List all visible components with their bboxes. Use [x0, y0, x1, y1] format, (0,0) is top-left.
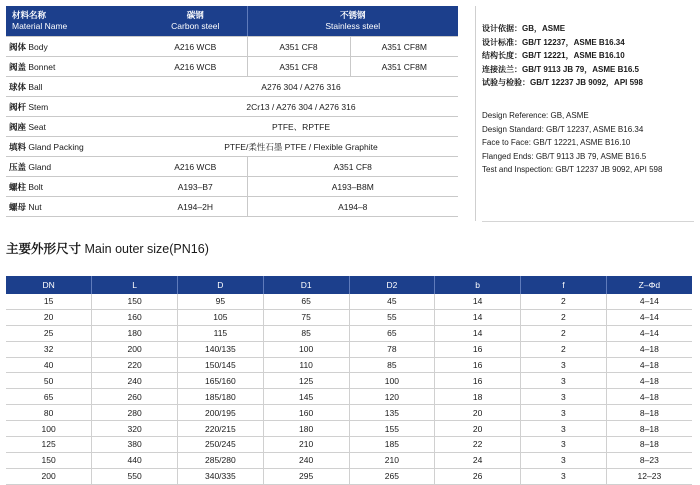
table-row — [6, 421, 692, 437]
table-cell: 20 — [435, 421, 521, 437]
part-name-zh: 阀座 — [9, 121, 27, 132]
table-row — [6, 373, 692, 389]
note-zh-line: 设计标准：GB/T 12237，ASME B16.34 — [482, 37, 625, 47]
table-cell: 50 — [6, 373, 92, 389]
table-cell: 220/215 — [178, 421, 264, 437]
material-name-zh: 材料名称 — [12, 10, 47, 20]
table-cell: 55 — [349, 309, 435, 325]
table-cell: 185 — [349, 437, 435, 453]
table-cell: 180 — [263, 421, 349, 437]
table-cell: 340/335 — [178, 468, 264, 484]
section-title-zh: 主要外形尺寸 — [6, 242, 82, 256]
carbon-steel-en: Carbon steel — [171, 21, 220, 31]
material-name-header — [6, 6, 144, 37]
section-title — [6, 239, 209, 257]
table-cell: 14 — [435, 309, 521, 325]
carbon-steel-cell: A194–2H — [144, 197, 247, 217]
table-cell: 40 — [6, 357, 92, 373]
table-cell: 25 — [6, 325, 92, 341]
carbon-steel-cell: A193–B7 — [144, 177, 247, 197]
column-header: D2 — [349, 276, 435, 294]
table-row — [6, 325, 692, 341]
table-cell: 3 — [521, 389, 607, 405]
table-cell: 95 — [178, 294, 264, 309]
stainless-steel-zh: 不锈钢 — [339, 10, 366, 20]
table-cell: 3 — [521, 421, 607, 437]
table-cell: 14 — [435, 325, 521, 341]
standards-notes — [482, 22, 694, 177]
part-name-cell — [6, 157, 144, 177]
table-cell: 16 — [435, 341, 521, 357]
material-row — [6, 177, 458, 197]
table-cell: 380 — [92, 437, 178, 453]
column-header: b — [435, 276, 521, 294]
table-cell: 8–18 — [606, 437, 692, 453]
carbon-steel-header — [144, 6, 247, 37]
table-cell: 3 — [521, 452, 607, 468]
part-name-zh: 球体 — [9, 81, 27, 92]
table-cell: 115 — [178, 325, 264, 341]
part-name-cell — [6, 77, 144, 97]
stainless-steel-cell: A351 CF8 — [247, 57, 350, 77]
stainless-steel-cell: A193–B8M — [247, 177, 458, 197]
table-cell: 145 — [263, 389, 349, 405]
table-cell: 32 — [6, 341, 92, 357]
table-cell: 65 — [263, 294, 349, 309]
table-cell: 4–18 — [606, 357, 692, 373]
part-name-zh: 阀盖 — [9, 61, 27, 72]
table-cell: 80 — [6, 405, 92, 421]
dimensions-table — [6, 276, 692, 485]
table-cell: 8–18 — [606, 421, 692, 437]
table-cell: 210 — [349, 452, 435, 468]
table-cell: 200/195 — [178, 405, 264, 421]
table-cell: 4–14 — [606, 294, 692, 309]
table-cell: 185/180 — [178, 389, 264, 405]
table-cell: 3 — [521, 373, 607, 389]
table-cell: 4–14 — [606, 309, 692, 325]
table-cell: 250/245 — [178, 437, 264, 453]
table-cell: 320 — [92, 421, 178, 437]
table-cell: 85 — [349, 357, 435, 373]
table-cell: 155 — [349, 421, 435, 437]
table-cell: 240 — [92, 373, 178, 389]
table-cell: 4–18 — [606, 389, 692, 405]
material-row — [6, 97, 458, 117]
material-all-cell: PTFE/柔性石墨 PTFE / Flexible Graphite — [144, 137, 458, 157]
table-cell: 240 — [263, 452, 349, 468]
stainless-steel-en: Stainless steel — [325, 21, 381, 31]
table-row — [6, 468, 692, 484]
table-row — [6, 341, 692, 357]
table-cell: 20 — [6, 309, 92, 325]
table-cell: 165/160 — [178, 373, 264, 389]
table-cell: 3 — [521, 437, 607, 453]
table-cell: 3 — [521, 468, 607, 484]
table-cell: 200 — [6, 468, 92, 484]
table-cell: 26 — [435, 468, 521, 484]
section-title-en: Main outer size(PN16) — [84, 242, 209, 256]
table-cell: 4–18 — [606, 341, 692, 357]
note-en-line: Face to Face: GB/T 12221, ASME B16.10 — [482, 138, 631, 148]
carbon-steel-cell: A216 WCB — [144, 37, 247, 57]
note-en-line: Test and Inspection: GB/T 12237 JB 9092, API 598 — [482, 165, 663, 175]
table-cell: 110 — [263, 357, 349, 373]
table-cell: 150/145 — [178, 357, 264, 373]
part-name-zh: 填料 — [9, 141, 27, 152]
table-cell: 14 — [435, 294, 521, 309]
carbon-steel-zh: 碳钢 — [186, 10, 204, 20]
material-all-cell: A276 304 / A276 316 — [144, 77, 458, 97]
table-cell: 20 — [435, 405, 521, 421]
part-name-en: Bonnet — [28, 61, 56, 72]
carbon-steel-cell: A216 WCB — [144, 157, 247, 177]
table-cell: 24 — [435, 452, 521, 468]
table-cell: 150 — [6, 452, 92, 468]
part-name-en: Ball — [28, 81, 43, 92]
note-zh-line: 设计依据：GB，ASME — [482, 24, 566, 33]
table-cell: 3 — [521, 405, 607, 421]
table-cell: 4–14 — [606, 325, 692, 341]
table-cell: 2 — [521, 325, 607, 341]
table-cell: 65 — [6, 389, 92, 405]
part-name-en: Gland Packing — [28, 141, 84, 152]
table-cell: 100 — [263, 341, 349, 357]
table-cell: 280 — [92, 405, 178, 421]
note-zh-line: 试验与检验：GB/T 12237 JB 9092，API 598 — [482, 78, 643, 88]
material-header-row — [6, 6, 458, 37]
table-row — [6, 357, 692, 373]
table-cell: 16 — [435, 373, 521, 389]
table-cell: 105 — [178, 309, 264, 325]
vertical-divider — [475, 6, 476, 221]
table-cell: 15 — [6, 294, 92, 309]
material-all-cell: 2Cr13 / A276 304 / A276 316 — [144, 97, 458, 117]
part-name-cell — [6, 117, 144, 137]
material-name-en: Material Name — [12, 21, 68, 31]
table-cell: 200 — [92, 341, 178, 357]
part-name-en: Nut — [28, 201, 42, 212]
table-cell: 16 — [435, 357, 521, 373]
table-row — [6, 309, 692, 325]
part-name-en: Gland — [28, 161, 52, 172]
material-row — [6, 197, 458, 217]
table-cell: 180 — [92, 325, 178, 341]
table-cell: 85 — [263, 325, 349, 341]
material-row — [6, 157, 458, 177]
material-all-cell: PTFE、RPTFE — [144, 117, 458, 137]
table-cell: 125 — [263, 373, 349, 389]
stainless-steel-cell: A351 CF8M — [350, 57, 458, 77]
column-header: f — [521, 276, 607, 294]
table-cell: 2 — [521, 309, 607, 325]
table-cell: 2 — [521, 341, 607, 357]
table-cell: 265 — [349, 468, 435, 484]
table-cell: 295 — [263, 468, 349, 484]
table-cell: 550 — [92, 468, 178, 484]
table-cell: 120 — [349, 389, 435, 405]
part-name-zh: 阀杆 — [9, 101, 27, 112]
table-cell: 18 — [435, 389, 521, 405]
part-name-cell — [6, 97, 144, 117]
table-cell: 100 — [349, 373, 435, 389]
material-row — [6, 77, 458, 97]
stainless-steel-cell: A351 CF8 — [247, 37, 350, 57]
table-cell: 75 — [263, 309, 349, 325]
part-name-cell — [6, 177, 144, 197]
table-cell: 12–23 — [606, 468, 692, 484]
table-cell: 285/280 — [178, 452, 264, 468]
table-cell: 78 — [349, 341, 435, 357]
part-name-en: Seat — [28, 121, 46, 132]
table-cell: 160 — [263, 405, 349, 421]
stainless-steel-cell: A351 CF8 — [247, 157, 458, 177]
table-cell: 100 — [6, 421, 92, 437]
table-cell: 8–18 — [606, 405, 692, 421]
table-cell: 65 — [349, 325, 435, 341]
table-cell: 8–23 — [606, 452, 692, 468]
material-row — [6, 57, 458, 77]
material-row — [6, 117, 458, 137]
table-cell: 160 — [92, 309, 178, 325]
note-en-line: Design Reference: GB, ASME — [482, 110, 589, 120]
table-cell: 150 — [92, 294, 178, 309]
note-zh-line: 连接法兰：GB/T 9113 JB 79，ASME B16.5 — [482, 64, 639, 74]
material-row — [6, 137, 458, 157]
part-name-en: Stem — [28, 101, 49, 112]
note-zh-line: 结构长度：GB/T 12221，ASME B16.10 — [482, 51, 625, 61]
table-row — [6, 452, 692, 468]
part-name-zh: 螺柱 — [9, 181, 27, 192]
stainless-steel-cell: A351 CF8M — [350, 37, 458, 57]
table-row — [6, 389, 692, 405]
carbon-steel-cell: A216 WCB — [144, 57, 247, 77]
part-name-zh: 压盖 — [9, 161, 27, 172]
stainless-steel-header — [247, 6, 458, 37]
part-name-en: Bolt — [28, 181, 44, 192]
table-cell: 440 — [92, 452, 178, 468]
note-en-line: Design Standard: GB/T 12237, ASME B16.34 — [482, 124, 644, 134]
table-cell: 125 — [6, 437, 92, 453]
table-cell: 260 — [92, 389, 178, 405]
material-row — [6, 37, 458, 57]
column-header: Z–Φd — [606, 276, 692, 294]
table-cell: 220 — [92, 357, 178, 373]
table-row — [6, 437, 692, 453]
part-name-cell — [6, 137, 144, 157]
table-cell: 45 — [349, 294, 435, 309]
part-name-en: Body — [28, 41, 48, 52]
column-header: L — [92, 276, 178, 294]
material-table — [6, 6, 458, 217]
table-cell: 3 — [521, 357, 607, 373]
table-row — [6, 294, 692, 309]
part-name-cell — [6, 197, 144, 217]
column-header: D1 — [263, 276, 349, 294]
notes-divider — [482, 221, 694, 222]
stainless-steel-cell: A194–8 — [247, 197, 458, 217]
table-cell: 140/135 — [178, 341, 264, 357]
table-cell: 210 — [263, 437, 349, 453]
part-name-cell — [6, 37, 144, 57]
table-cell: 4–18 — [606, 373, 692, 389]
part-name-zh: 阀体 — [9, 41, 27, 52]
table-row — [6, 405, 692, 421]
column-header: D — [178, 276, 264, 294]
part-name-cell — [6, 57, 144, 77]
table-cell: 135 — [349, 405, 435, 421]
column-header: DN — [6, 276, 92, 294]
table-cell: 2 — [521, 294, 607, 309]
part-name-zh: 螺母 — [9, 201, 27, 212]
note-en-line: Flanged Ends: GB/T 9113 JB 79, ASME B16.5 — [482, 151, 647, 161]
table-cell: 22 — [435, 437, 521, 453]
dimensions-header-row — [6, 276, 692, 294]
